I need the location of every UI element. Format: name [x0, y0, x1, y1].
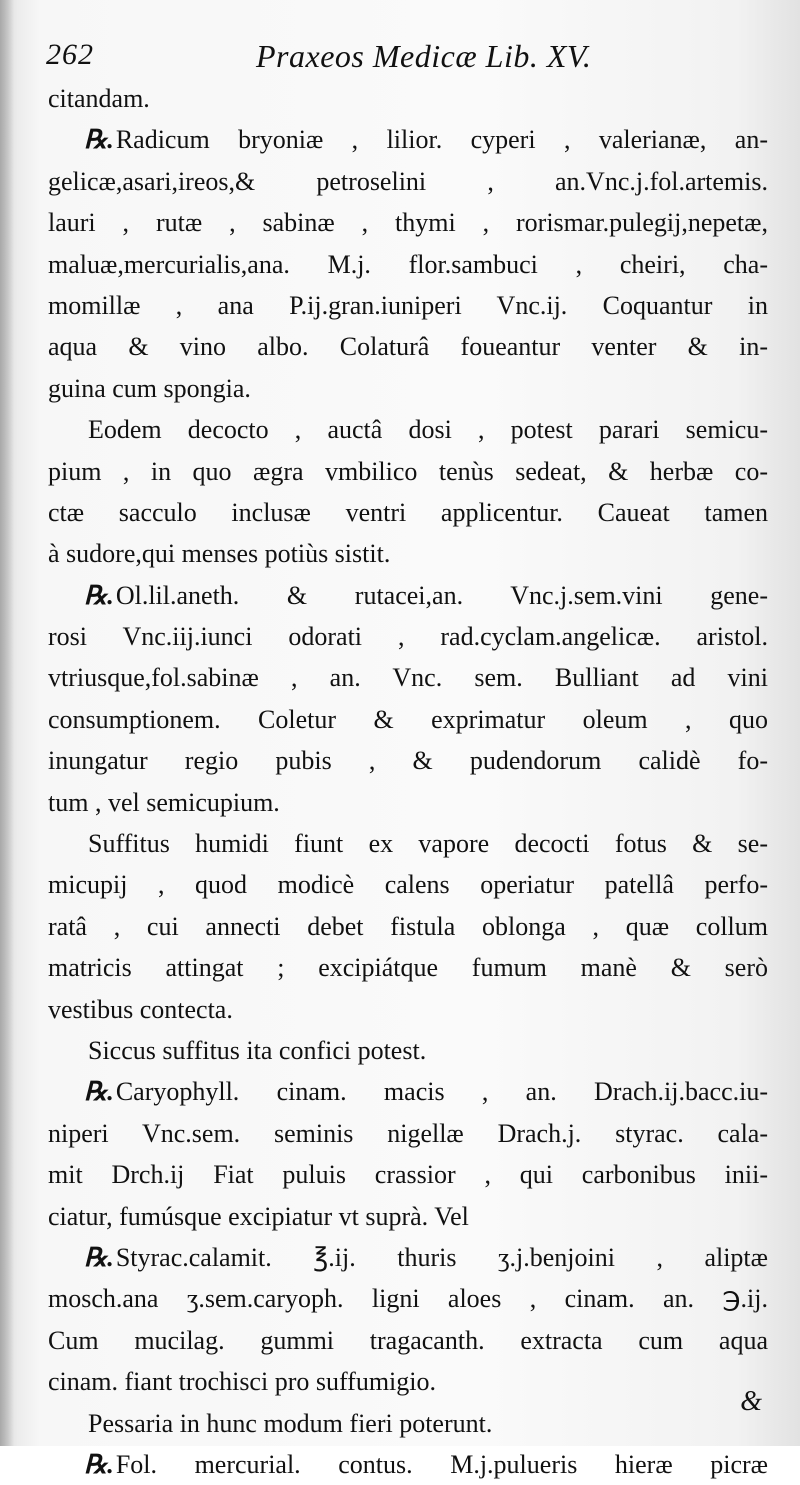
page-header	[46, 34, 766, 78]
text-line	[48, 1237, 768, 1278]
text-line	[48, 740, 768, 781]
text-line	[48, 492, 768, 533]
line-text: inungatur regio pubis , & pudendorum calidè fo-	[48, 746, 768, 776]
text-line	[48, 906, 768, 947]
line-text: ctæ sacculo inclusæ ventri applicentur. Caueat tamen	[48, 497, 768, 527]
line-text: mosch.ana ʒ.sem.caryoph. ligni aloes , cinam. an. ℈.ij.	[48, 1284, 768, 1314]
text-line	[48, 119, 768, 160]
line-text: Caryophyll. cinam. macis , an. Drach.ij.bacc.iu-	[115, 1077, 768, 1107]
text-line	[48, 823, 768, 864]
line-text: à sudore,qui menses potiùs sistit.	[48, 539, 391, 569]
text-line	[48, 1444, 768, 1485]
line-text: vestibus contecta.	[48, 994, 233, 1024]
text-body	[48, 78, 768, 1485]
line-text: citandam.	[48, 84, 150, 113]
text-line	[48, 1361, 768, 1402]
text-line	[48, 244, 768, 285]
line-text: momillæ , ana P.ij.gran.iuniperi Vnc.ij. Coquantur in	[48, 290, 768, 320]
line-text: Ol.lil.aneth. & rutacei,an. Vnc.j.sem.vini gene-	[115, 580, 768, 610]
text-line	[48, 657, 768, 698]
text-line	[48, 1113, 768, 1154]
line-text: consumptionem. Coletur & exprimatur oleum , quo	[48, 704, 768, 734]
text-line	[48, 1071, 768, 1112]
catchword: &	[740, 1386, 762, 1417]
line-text: Suffitus humidi fiunt ex vapore decocti fotus & se-	[88, 829, 768, 859]
line-text: Eodem decocto , auctâ dosi , potest parari semicu-	[88, 415, 768, 445]
text-line	[48, 202, 768, 243]
line-text: ratâ , cui annecti debet fistula oblonga , quæ collum	[48, 911, 768, 941]
line-text: rosi Vnc.iij.iunci odorati , rad.cyclam.angelicæ. aristol.	[48, 622, 768, 652]
line-text: mit Drch.ij Fiat puluis crassior , qui carbonibus inii-	[48, 1160, 768, 1190]
page-number: 262	[46, 38, 94, 71]
text-line	[48, 1403, 768, 1444]
recipe-mark: ℞.	[84, 1242, 114, 1272]
running-head: Praxeos Medicæ Lib. XV.	[256, 38, 592, 74]
line-text: Styrac.calamit. ℥.ij. thuris ʒ.j.benjoini , aliptæ	[115, 1242, 768, 1272]
text-line	[48, 989, 768, 1030]
text-line	[48, 161, 768, 202]
text-line	[48, 782, 768, 823]
text-line	[48, 1278, 768, 1319]
line-text: Fol. mercurial. contus. M.j.pulueris hieræ picræ	[115, 1449, 768, 1479]
line-text: cinam. fiant trochisci pro suffumigio.	[48, 1367, 436, 1397]
line-text: vtriusque,fol.sabinæ , an. Vnc. sem. Bulliant ad vini	[48, 663, 768, 693]
text-line	[48, 575, 768, 616]
text-line	[48, 947, 768, 988]
recipe-mark: ℞.	[84, 1449, 114, 1479]
text-line	[48, 326, 768, 367]
recipe-mark: ℞.	[84, 125, 114, 155]
line-text: Siccus suffitus ita confici potest.	[88, 1035, 427, 1065]
line-text: lauri , rutæ , sabinæ , thymi , rorismar.pulegij,nepetæ,	[48, 208, 768, 238]
text-line	[48, 1154, 768, 1195]
line-text: guina cum spongia.	[48, 373, 251, 403]
text-line	[48, 368, 768, 409]
line-text: niperi Vnc.sem. seminis nigellæ Drach.j. styrac. cala-	[48, 1118, 768, 1148]
text-line	[48, 1030, 768, 1071]
text-line	[48, 864, 768, 905]
line-text: Pessaria in hunc modum fieri poterunt.	[88, 1408, 493, 1438]
line-text: gelicæ,asari,ireos,& petroselini , an.Vnc.j.fol.artemis.	[48, 166, 768, 196]
text-line	[48, 451, 768, 492]
line-text: aqua & vino albo. Colaturâ foueantur venter & in-	[48, 332, 768, 362]
recipe-mark: ℞.	[84, 1077, 114, 1107]
text-line	[48, 1320, 768, 1361]
recipe-mark: ℞.	[84, 580, 114, 610]
line-text: Cum mucilag. gummi tragacanth. extracta cum aqua	[48, 1325, 768, 1355]
line-text: pium , in quo ægra vmbilico tenùs sedeat, & herbæ co-	[48, 456, 768, 486]
line-text: matricis attingat ; excipiátque fumum manè & serò	[48, 953, 768, 983]
line-text: Radicum bryoniæ , lilior. cyperi , valerianæ, an-	[115, 125, 768, 155]
text-line	[48, 699, 768, 740]
line-text: maluæ,mercurialis,ana. M.j. flor.sambuci , cheiri, cha-	[48, 249, 768, 279]
text-line	[48, 616, 768, 657]
text-line	[48, 409, 768, 450]
text-line	[48, 1196, 768, 1237]
text-line	[48, 285, 768, 326]
text-line	[48, 78, 768, 119]
line-text: micupij , quod modicè calens operiatur patellâ perfo-	[48, 870, 768, 900]
line-text: tum , vel semicupium.	[48, 787, 280, 817]
line-text: ciatur, fumúsque excipiatur vt suprà. Vel	[48, 1201, 469, 1231]
text-line	[48, 533, 768, 574]
